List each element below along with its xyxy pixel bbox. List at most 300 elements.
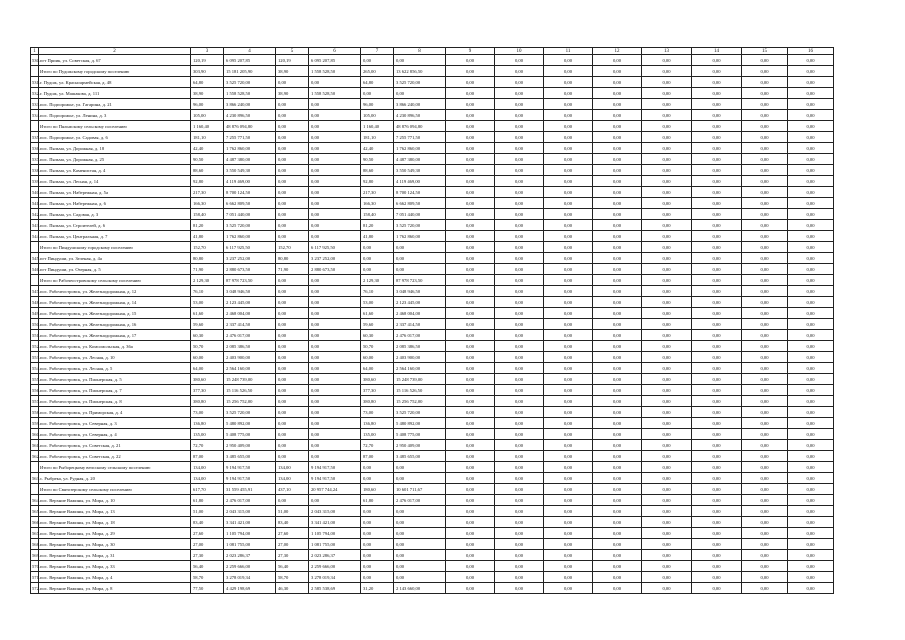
value-cell: 0,00: [544, 352, 593, 363]
value-cell: 0,00: [742, 374, 788, 385]
value-cell: 0,00: [276, 330, 309, 341]
row-number: 533.: [31, 99, 39, 110]
value-cell: 0,00: [544, 462, 593, 473]
value-cell: 0,00: [446, 484, 495, 495]
value-cell: 0,00: [446, 407, 495, 418]
value-cell: 265,00: [361, 66, 394, 77]
value-cell: 0,00: [495, 77, 544, 88]
value-cell: 0,00: [446, 231, 495, 242]
value-cell: 0,00: [495, 308, 544, 319]
subtotal-label: Итого по Рыборецкому вепсскому сельскому поселению: [39, 462, 191, 473]
value-cell: 0,00: [276, 154, 309, 165]
value-cell: 0,00: [593, 583, 642, 594]
value-cell: 0,00: [394, 264, 446, 275]
value-cell: 0,00: [446, 429, 495, 440]
value-cell: 2 129,30: [361, 275, 394, 286]
value-cell: 0,00: [788, 88, 834, 99]
value-cell: 0,00: [742, 66, 788, 77]
value-cell: 437,10: [276, 484, 309, 495]
value-cell: 134,00: [276, 462, 309, 473]
value-cell: 0,00: [742, 176, 788, 187]
value-cell: 0,00: [276, 341, 309, 352]
row-number: 562.: [31, 451, 39, 462]
value-cell: 7 051 440,00: [224, 209, 276, 220]
row-number: [31, 66, 39, 77]
value-cell: 0,00: [788, 517, 834, 528]
value-cell: 0,00: [446, 165, 495, 176]
value-cell: 0,00: [642, 209, 692, 220]
row-number: 530.: [31, 55, 39, 66]
value-cell: 0,00: [361, 473, 394, 484]
address-cell: пос. Подпорожье, ул. Гагарина, д. 21: [39, 99, 191, 110]
value-cell: 3 278 019,34: [224, 572, 276, 583]
value-cell: 0,00: [361, 517, 394, 528]
value-cell: 0,00: [544, 308, 593, 319]
value-cell: 27,60: [276, 528, 309, 539]
value-cell: 0,00: [544, 110, 593, 121]
value-cell: 0,00: [593, 121, 642, 132]
value-cell: 1 558 528,50: [309, 88, 361, 99]
value-cell: 31 559 455,91: [224, 484, 276, 495]
value-cell: 181,10: [361, 132, 394, 143]
column-number: 14: [692, 48, 742, 55]
value-cell: 1 160,40: [191, 121, 224, 132]
value-cell: 0,00: [361, 55, 394, 66]
value-cell: 0,00: [593, 176, 642, 187]
value-cell: 0,00: [642, 275, 692, 286]
value-cell: 53,00: [361, 297, 394, 308]
value-cell: 0,00: [309, 440, 361, 451]
value-cell: 0,00: [446, 363, 495, 374]
value-cell: 27,00: [276, 539, 309, 550]
value-cell: 0,00: [742, 264, 788, 275]
value-cell: 158,40: [361, 209, 394, 220]
value-cell: 0,00: [276, 407, 309, 418]
value-cell: 0,00: [788, 583, 834, 594]
value-cell: 105,00: [361, 110, 394, 121]
value-cell: 0,00: [642, 462, 692, 473]
value-cell: 0,00: [309, 407, 361, 418]
value-cell: 0,00: [446, 264, 495, 275]
value-cell: 9 194 917,50: [224, 473, 276, 484]
table-row: [31, 385, 834, 396]
value-cell: 3 525 720,00: [394, 407, 446, 418]
value-cell: 0,00: [544, 396, 593, 407]
value-cell: 87 978 723,50: [224, 275, 276, 286]
value-cell: 0,00: [309, 209, 361, 220]
value-cell: 0,00: [361, 539, 394, 550]
value-cell: 0,00: [692, 297, 742, 308]
address-cell: пос. Рабочеостровск, ул. Северная, д. 3: [39, 418, 191, 429]
value-cell: 0,00: [495, 187, 544, 198]
table-row: [31, 495, 834, 506]
value-cell: 0,00: [544, 528, 593, 539]
value-cell: 0,00: [276, 275, 309, 286]
value-cell: 0,00: [642, 407, 692, 418]
value-cell: 41,80: [191, 231, 224, 242]
value-cell: 5 480 892,00: [394, 418, 446, 429]
row-number: 544.: [31, 231, 39, 242]
value-cell: 0,00: [276, 165, 309, 176]
value-cell: 0,00: [788, 253, 834, 264]
value-cell: 0,00: [544, 330, 593, 341]
value-cell: 0,00: [642, 55, 692, 66]
value-cell: 0,00: [642, 187, 692, 198]
value-cell: 0,00: [309, 319, 361, 330]
row-number: 545.: [31, 253, 39, 264]
value-cell: 2 123 445,00: [394, 297, 446, 308]
value-cell: 56,40: [276, 561, 309, 572]
subtotal-label: Итого по Пиндушскому городскому поселению: [39, 242, 191, 253]
value-cell: 0,00: [593, 341, 642, 352]
value-cell: 15 181 205,90: [224, 66, 276, 77]
value-cell: 135,00: [191, 429, 224, 440]
value-cell: 0,00: [642, 143, 692, 154]
row-number: 561.: [31, 440, 39, 451]
value-cell: 0,00: [446, 308, 495, 319]
value-cell: 0,00: [495, 473, 544, 484]
value-cell: 0,00: [495, 396, 544, 407]
value-cell: 77,50: [191, 583, 224, 594]
value-cell: 0,00: [593, 418, 642, 429]
value-cell: 0,00: [544, 264, 593, 275]
value-cell: 1 762 860,00: [394, 143, 446, 154]
value-cell: 0,00: [593, 374, 642, 385]
value-cell: 217,30: [361, 187, 394, 198]
value-cell: 0,00: [788, 341, 834, 352]
value-cell: 0,00: [309, 418, 361, 429]
value-cell: 0,00: [642, 506, 692, 517]
value-cell: 0,00: [446, 319, 495, 330]
table-body: [31, 48, 834, 594]
value-cell: 3 525 720,00: [394, 220, 446, 231]
value-cell: 0,00: [788, 473, 834, 484]
value-cell: 0,00: [788, 176, 834, 187]
value-cell: 0,00: [276, 209, 309, 220]
value-cell: 0,00: [692, 506, 742, 517]
value-cell: 0,00: [692, 429, 742, 440]
value-cell: 0,00: [788, 165, 834, 176]
value-cell: 0,00: [742, 319, 788, 330]
value-cell: 0,00: [446, 132, 495, 143]
value-cell: 0,00: [593, 275, 642, 286]
value-cell: 0,00: [788, 385, 834, 396]
column-number-row: [31, 48, 834, 55]
value-cell: 0,00: [642, 286, 692, 297]
value-cell: 0,00: [309, 165, 361, 176]
value-cell: 83,40: [276, 517, 309, 528]
value-cell: 0,00: [593, 550, 642, 561]
row-number: 539.: [31, 176, 39, 187]
table-row: [31, 561, 834, 572]
table-row: [31, 517, 834, 528]
row-number: 540.: [31, 187, 39, 198]
value-cell: 0,00: [361, 253, 394, 264]
value-cell: 0,00: [276, 187, 309, 198]
value-cell: 0,00: [446, 495, 495, 506]
address-cell: пос. Пяльма, ул. Центральная, д. 7: [39, 231, 191, 242]
row-number: 564.: [31, 495, 39, 506]
table-row: [31, 363, 834, 374]
value-cell: 0,00: [788, 429, 834, 440]
value-cell: 0,00: [642, 198, 692, 209]
row-number: 568.: [31, 539, 39, 550]
value-cell: 0,00: [692, 363, 742, 374]
value-cell: 0,00: [446, 451, 495, 462]
value-cell: 0,00: [394, 517, 446, 528]
value-cell: 73,00: [361, 407, 394, 418]
value-cell: 0,00: [642, 330, 692, 341]
value-cell: 1 762 860,00: [224, 143, 276, 154]
value-cell: 48 876 094,80: [394, 121, 446, 132]
address-cell: пос. Верхние Важины, ул. Мира, д. 29: [39, 528, 191, 539]
value-cell: 3 525 720,00: [224, 220, 276, 231]
value-cell: 0,00: [788, 286, 834, 297]
value-cell: 61,80: [361, 495, 394, 506]
value-cell: 4 429 198,69: [224, 583, 276, 594]
value-cell: 0,00: [642, 110, 692, 121]
row-number: 546.: [31, 264, 39, 275]
value-cell: 0,00: [692, 407, 742, 418]
value-cell: 8 700 124,50: [224, 187, 276, 198]
value-cell: 0,00: [446, 528, 495, 539]
value-cell: 4 230 896,50: [224, 110, 276, 121]
value-cell: 0,00: [642, 374, 692, 385]
value-cell: 0,00: [446, 330, 495, 341]
table-row: [31, 154, 834, 165]
value-cell: 0,00: [642, 352, 692, 363]
address-cell: пос. Рабочеостровск, ул. Комсомольская, д. 36а: [39, 341, 191, 352]
value-cell: 0,00: [544, 506, 593, 517]
subtotal-label: Итого по Рабочеостровскому сельскому поселению: [39, 275, 191, 286]
value-cell: 0,00: [692, 308, 742, 319]
value-cell: 71,90: [191, 264, 224, 275]
value-cell: 0,00: [692, 539, 742, 550]
value-cell: 0,00: [276, 143, 309, 154]
table-row: [31, 220, 834, 231]
value-cell: 0,00: [692, 99, 742, 110]
value-cell: 4 487 380,00: [394, 154, 446, 165]
value-cell: 1 762 860,00: [394, 231, 446, 242]
value-cell: 0,00: [788, 198, 834, 209]
value-cell: 0,00: [692, 484, 742, 495]
value-cell: 73,00: [191, 407, 224, 418]
value-cell: 0,00: [593, 154, 642, 165]
value-cell: 0,00: [742, 242, 788, 253]
value-cell: 7 255 771,50: [394, 132, 446, 143]
value-cell: 0,00: [742, 110, 788, 121]
table-row: [31, 550, 834, 561]
value-cell: 0,00: [788, 407, 834, 418]
value-cell: 0,00: [446, 187, 495, 198]
value-cell: 0,00: [544, 572, 593, 583]
value-cell: 7 255 771,50: [224, 132, 276, 143]
value-cell: 0,00: [276, 286, 309, 297]
address-cell: пос. Пяльма, ул. Набережная, д. 5а: [39, 187, 191, 198]
value-cell: 0,00: [593, 396, 642, 407]
value-cell: 0,00: [394, 550, 446, 561]
value-cell: 136,80: [191, 418, 224, 429]
value-cell: 0,00: [309, 121, 361, 132]
address-cell: пос. Пяльма, ул. Дорожная, д. 18: [39, 143, 191, 154]
value-cell: 181,10: [191, 132, 224, 143]
value-cell: 380,80: [191, 396, 224, 407]
value-cell: 0,00: [309, 132, 361, 143]
row-number: 553.: [31, 352, 39, 363]
value-cell: 0,00: [742, 352, 788, 363]
address-cell: пос. Верхние Важины, ул. Мира, д. 10: [39, 495, 191, 506]
value-cell: 0,00: [642, 550, 692, 561]
row-number: 551.: [31, 330, 39, 341]
table-row: [31, 330, 834, 341]
table-row: [31, 539, 834, 550]
value-cell: 27,60: [191, 528, 224, 539]
value-cell: 0,00: [544, 198, 593, 209]
value-cell: 0,00: [495, 352, 544, 363]
value-cell: 0,00: [446, 275, 495, 286]
value-cell: 377,30: [361, 385, 394, 396]
value-cell: 135,00: [361, 429, 394, 440]
value-cell: 0,00: [788, 495, 834, 506]
value-cell: 0,00: [788, 330, 834, 341]
value-cell: 2 476 017,00: [394, 330, 446, 341]
value-cell: 3 341 421,00: [224, 517, 276, 528]
value-cell: 15 256 752,00: [394, 396, 446, 407]
value-cell: 0,00: [642, 220, 692, 231]
value-cell: 1 105 794,00: [224, 528, 276, 539]
value-cell: 0,00: [593, 484, 642, 495]
value-cell: 303,90: [191, 66, 224, 77]
value-cell: 0,00: [642, 418, 692, 429]
value-cell: 0,00: [495, 275, 544, 286]
value-cell: 0,00: [446, 561, 495, 572]
value-cell: 0,00: [593, 297, 642, 308]
value-cell: 0,00: [788, 352, 834, 363]
value-cell: 0,00: [309, 77, 361, 88]
table-row: [31, 187, 834, 198]
value-cell: 0,00: [742, 484, 788, 495]
row-number: 569.: [31, 550, 39, 561]
value-cell: 64,00: [191, 363, 224, 374]
value-cell: 0,00: [788, 99, 834, 110]
address-cell: г. Пудож, ул. Красноармейская, д. 48: [39, 77, 191, 88]
value-cell: 0,00: [692, 132, 742, 143]
value-cell: 0,00: [593, 209, 642, 220]
table-row: [31, 572, 834, 583]
value-cell: 0,00: [742, 407, 788, 418]
value-cell: 0,00: [788, 418, 834, 429]
value-cell: 0,00: [788, 396, 834, 407]
value-cell: 0,00: [495, 209, 544, 220]
value-cell: 0,00: [642, 440, 692, 451]
value-cell: 0,00: [394, 88, 446, 99]
subtotal-row: [31, 242, 834, 253]
value-cell: 72,70: [361, 440, 394, 451]
value-cell: 0,00: [361, 572, 394, 583]
value-cell: 1 558 528,50: [224, 88, 276, 99]
value-cell: 2 259 666,00: [224, 561, 276, 572]
value-cell: 0,00: [593, 330, 642, 341]
table-row: [31, 407, 834, 418]
value-cell: 0,00: [742, 154, 788, 165]
value-cell: 60,00: [191, 352, 224, 363]
value-cell: 2 564 160,00: [224, 363, 276, 374]
value-cell: 53,00: [191, 297, 224, 308]
value-cell: 0,00: [788, 363, 834, 374]
value-cell: 0,00: [394, 473, 446, 484]
value-cell: 0,00: [593, 506, 642, 517]
column-number: 10: [495, 48, 544, 55]
value-cell: 0,00: [788, 308, 834, 319]
value-cell: 0,00: [446, 572, 495, 583]
value-cell: 0,00: [642, 572, 692, 583]
value-cell: 50,70: [191, 341, 224, 352]
value-cell: 50,70: [361, 341, 394, 352]
value-cell: 0,00: [593, 308, 642, 319]
value-cell: 31,20: [361, 583, 394, 594]
value-cell: 2 403 900,00: [224, 352, 276, 363]
value-cell: 0,00: [544, 143, 593, 154]
value-cell: 0,00: [593, 363, 642, 374]
value-cell: 64,80: [191, 77, 224, 88]
value-cell: 2 585 538,69: [309, 583, 361, 594]
value-cell: 0,00: [788, 154, 834, 165]
value-cell: 0,00: [742, 473, 788, 484]
row-number: 541.: [31, 198, 39, 209]
value-cell: 0,00: [361, 550, 394, 561]
value-cell: 2 468 004,00: [394, 308, 446, 319]
value-cell: 60,30: [191, 330, 224, 341]
value-cell: 0,00: [642, 451, 692, 462]
subtotal-row: [31, 66, 834, 77]
value-cell: 0,00: [742, 308, 788, 319]
value-cell: 2 476 017,00: [394, 495, 446, 506]
value-cell: 0,00: [742, 253, 788, 264]
address-cell: пос. Рабочеостровск, ул. Железнодорожная, д. 17: [39, 330, 191, 341]
value-cell: 0,00: [593, 385, 642, 396]
value-cell: 0,00: [692, 198, 742, 209]
value-cell: 0,00: [692, 121, 742, 132]
value-cell: 2 043 315,00: [309, 506, 361, 517]
value-cell: 2 085 386,50: [224, 341, 276, 352]
value-cell: 0,00: [788, 462, 834, 473]
row-number: [31, 121, 39, 132]
value-cell: 0,00: [394, 539, 446, 550]
value-cell: 1 081 755,00: [224, 539, 276, 550]
value-cell: 0,00: [495, 440, 544, 451]
value-cell: 0,00: [544, 209, 593, 220]
value-cell: 0,00: [495, 220, 544, 231]
value-cell: 0,00: [788, 374, 834, 385]
value-cell: 0,00: [544, 132, 593, 143]
value-cell: 3 237 252,00: [309, 253, 361, 264]
value-cell: 2 337 414,50: [224, 319, 276, 330]
value-cell: 0,00: [642, 242, 692, 253]
value-cell: 0,00: [788, 451, 834, 462]
value-cell: 3 550 549,30: [224, 165, 276, 176]
value-cell: 9 194 917,50: [309, 473, 361, 484]
value-cell: 0,00: [692, 154, 742, 165]
value-cell: 0,00: [544, 286, 593, 297]
value-cell: 166,30: [361, 198, 394, 209]
address-cell: пос. Рабочеостровск, ул. Железнодорожная, д. 12: [39, 286, 191, 297]
value-cell: 0,00: [544, 473, 593, 484]
value-cell: 0,00: [692, 495, 742, 506]
value-cell: 0,00: [309, 352, 361, 363]
value-cell: 0,00: [692, 451, 742, 462]
value-cell: 2 564 160,00: [394, 363, 446, 374]
column-number: 16: [788, 48, 834, 55]
